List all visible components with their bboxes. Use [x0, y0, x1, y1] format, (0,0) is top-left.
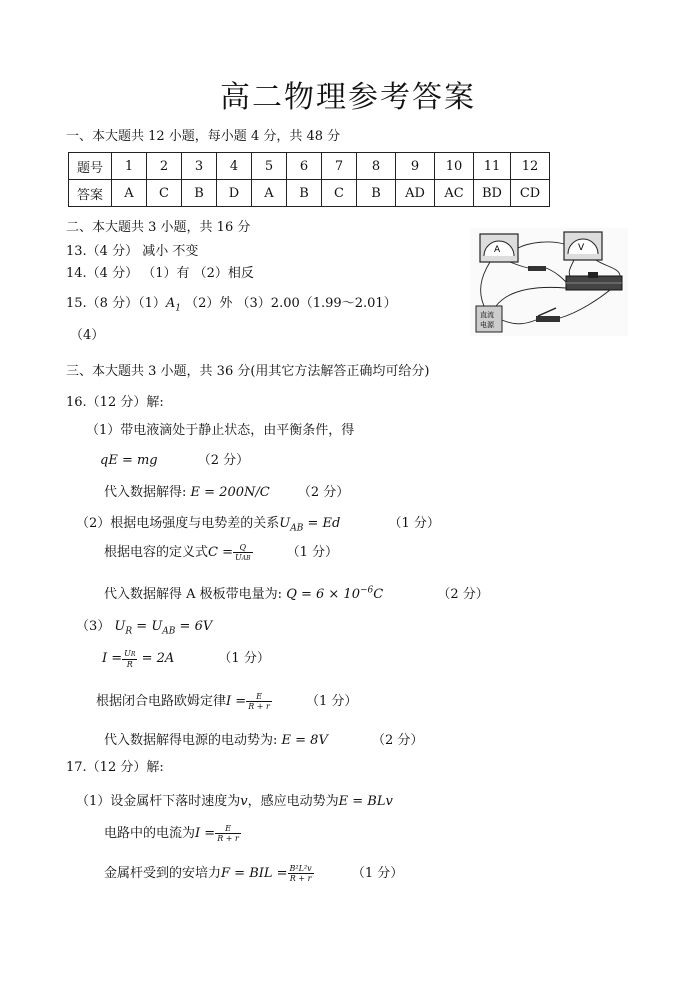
ammeter-icon: [480, 234, 518, 262]
table-cell: 2: [147, 153, 182, 180]
table-cell: 12: [511, 153, 550, 180]
q13-answer: 13.（4 分） 减小 不变: [66, 244, 199, 259]
table-cell: 1: [112, 153, 147, 180]
text: 金属杆受到的安培力: [104, 866, 222, 881]
points: （1 分）: [218, 651, 270, 666]
table-cell: C: [322, 180, 357, 207]
table-cell: 10: [435, 153, 474, 180]
q16-part3: [76, 615, 212, 637]
points: （1 分）: [351, 866, 404, 881]
section-3-heading: 三、本大题共 3 小题，共 36 分(用其它方法解答正确均可给分): [66, 364, 430, 379]
text: 根据电容的定义式: [104, 545, 209, 560]
q15-rest: （2）外 （3）2.00（1.99～2.01）: [185, 296, 397, 311]
table-cell: C: [147, 180, 182, 207]
table-cell: A: [252, 180, 287, 207]
q16-eq8: [96, 690, 357, 711]
table-cell: B: [182, 180, 217, 207]
points: （1 分）: [388, 516, 440, 531]
q15-answer: [66, 292, 397, 314]
q16-eq9: [104, 729, 423, 748]
table-cell: AC: [435, 180, 474, 207]
q16-eq7: [102, 647, 270, 669]
table-cell: CD: [511, 180, 550, 207]
equation: E = 200N/C: [190, 485, 270, 500]
points: （2 分）: [197, 453, 250, 468]
q15-a1: $A_1$: [165, 296, 181, 314]
table-cell: 3: [182, 153, 217, 180]
table-cell: B: [357, 180, 396, 207]
table-row-numbers: [69, 153, 550, 180]
q15-label: 15.（8 分）（1）: [66, 296, 166, 311]
equation: C = $\frac{Q}{\text{UAB}}$: [208, 542, 251, 562]
voltmeter-label: V: [578, 243, 585, 253]
power-label-2: 电源: [480, 321, 494, 329]
text: （2）根据电场强度与电势差的关系: [76, 516, 280, 531]
text: 电路中的电流为: [104, 826, 196, 841]
points: （1 分）: [305, 694, 358, 709]
q16-part2: [76, 512, 440, 534]
equation: I = $\frac{E}{R + r}$: [226, 692, 270, 711]
equation: E = BLv: [338, 794, 393, 809]
table-cell: 9: [396, 153, 435, 180]
table-cell: 7: [322, 153, 357, 180]
equation: I = $\frac{E}{R + r}$: [195, 824, 239, 843]
circuit-diagram: [470, 228, 628, 336]
equation: I = $\frac{UR}{R}$ = 2A: [102, 648, 175, 669]
power-label-1: 直流: [480, 311, 494, 319]
q16-part1: （1）带电液滴处于静止状态，由平衡条件，得: [86, 423, 355, 438]
q15-part4: （4）: [70, 328, 105, 343]
equation: $U_{AB} = Ed$: [279, 516, 341, 534]
table-cell: 8: [357, 153, 396, 180]
text: （3）: [76, 619, 111, 634]
q16-eq2: [104, 481, 349, 500]
equation: $U_R = U_{AB} = 6V$: [114, 619, 213, 637]
points: （2 分）: [297, 485, 350, 500]
table-header-cell: 题号: [69, 153, 112, 180]
table-cell: A: [112, 180, 147, 207]
answer-table: [68, 152, 550, 207]
page-title: 高二物理参考答案: [220, 80, 476, 115]
table-cell: 5: [252, 153, 287, 180]
power-supply-icon: [476, 306, 502, 332]
equation: F = BIL = $\frac{\text{B²L²v}}{R + r}$: [221, 864, 312, 883]
q16-eq5: [104, 583, 489, 602]
points: （1 分）: [286, 545, 339, 560]
table-cell: 6: [287, 153, 322, 180]
ammeter-label: A: [494, 245, 501, 255]
points: （2 分）: [371, 733, 424, 748]
text: 代入数据解得:: [104, 485, 187, 500]
q17-part1: [76, 790, 393, 809]
voltmeter-icon: [564, 232, 602, 260]
table-cell: 11: [474, 153, 511, 180]
table-cell: D: [217, 180, 252, 207]
q16-heading: 16.（12 分）解:: [66, 395, 164, 410]
q17-heading: 17.（12 分）解:: [66, 760, 164, 775]
table-cell: B: [287, 180, 322, 207]
text: （1）设金属杆下落时速度为: [76, 794, 241, 809]
table-cell: 4: [217, 153, 252, 180]
equation: qE = mg: [100, 453, 158, 468]
text: 代入数据解得电源的电动势为:: [104, 733, 278, 748]
text: 代入数据解得 A 极板带电量为:: [104, 587, 283, 602]
text: ，感应电动势为: [247, 794, 339, 809]
section-2-heading: 二、本大题共 3 小题，共 16 分: [66, 220, 251, 235]
equation: $Q = 6 \times 10^{-6}C$: [286, 585, 384, 602]
q17-eq3: [104, 862, 403, 883]
table-cell: AD: [396, 180, 435, 207]
variable: v: [240, 794, 248, 809]
q17-eq2: [104, 822, 241, 843]
table-header-cell: 答案: [69, 180, 112, 207]
q16-eq1: [100, 449, 249, 468]
q16-eq4: [104, 541, 338, 563]
q14-answer: 14.（4 分） （1）有 （2）相反: [66, 266, 254, 281]
section-1-heading: 一、本大题共 12 小题，每小题 4 分，共 48 分: [66, 129, 341, 144]
table-cell: BD: [474, 180, 511, 207]
points: （2 分）: [437, 587, 489, 602]
text: 根据闭合电路欧姆定律: [96, 694, 227, 709]
table-row-answers: [69, 180, 550, 207]
equation: E = 8V: [281, 733, 328, 748]
